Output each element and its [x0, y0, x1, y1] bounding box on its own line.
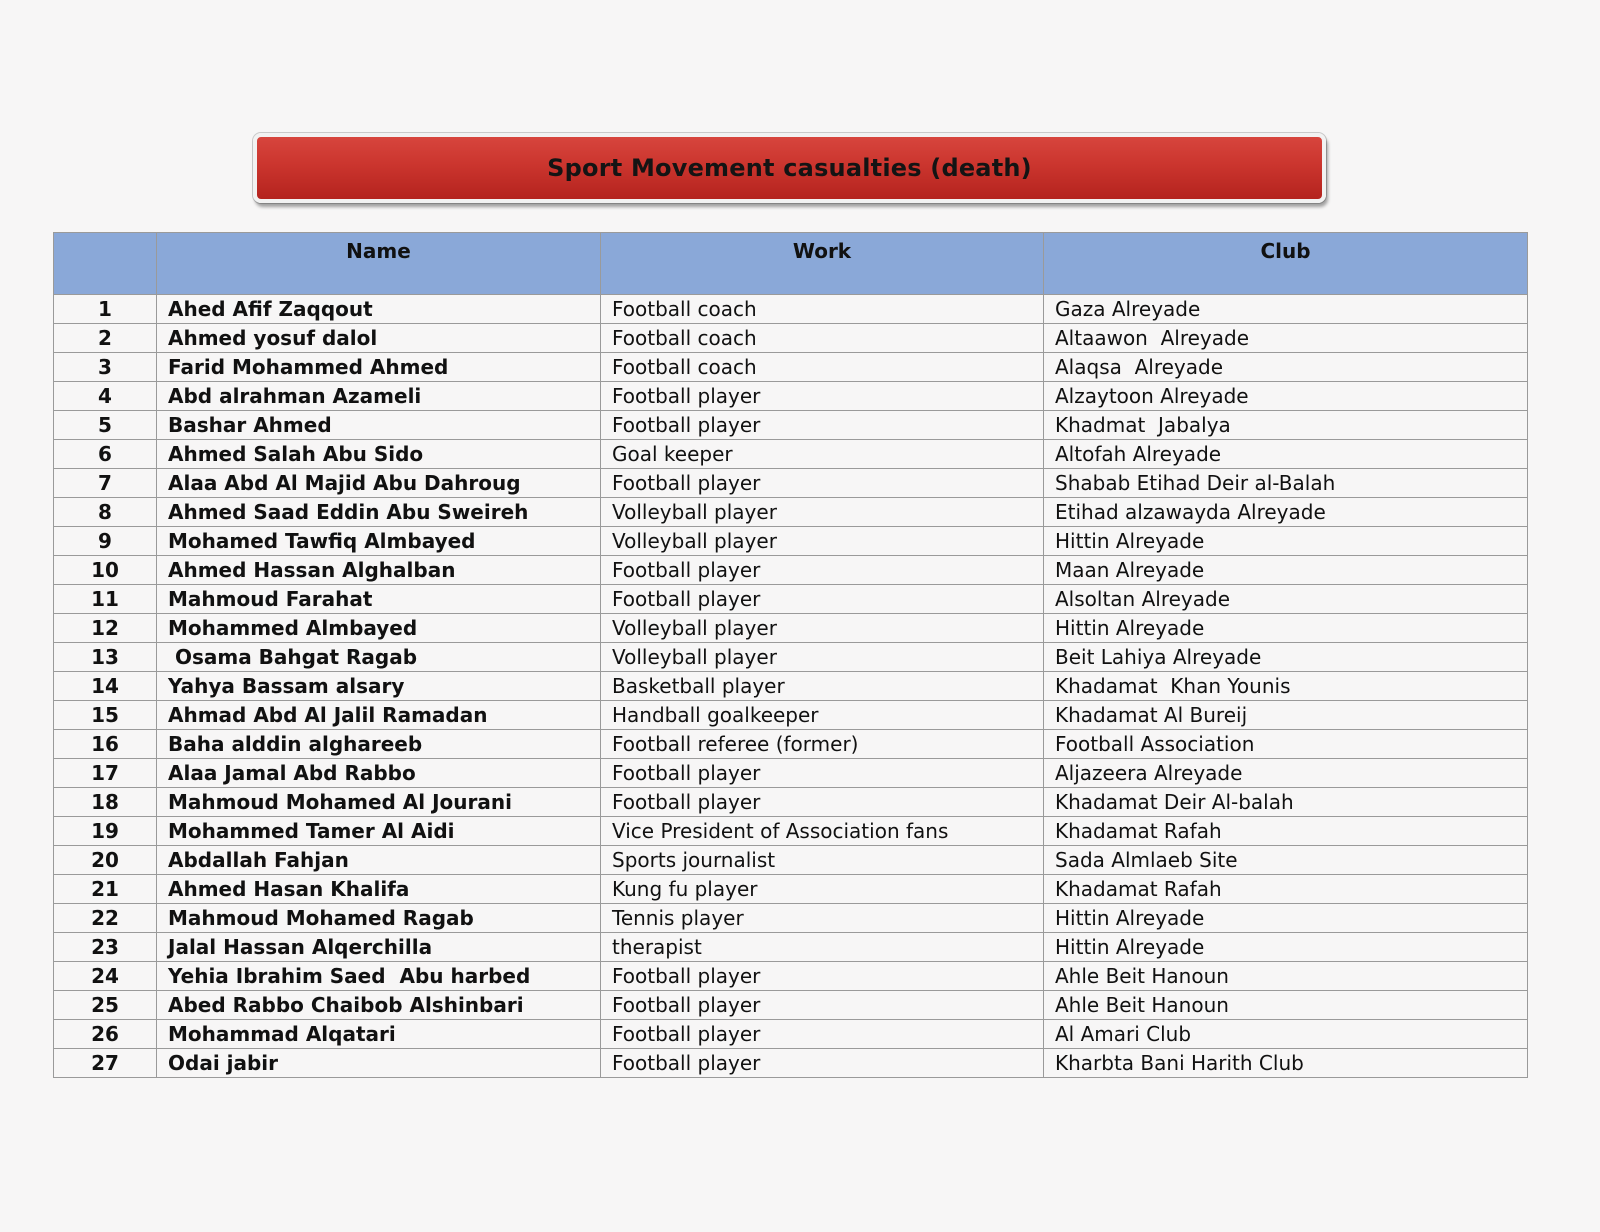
header-work: Work	[601, 233, 1044, 295]
row-work: Football coach	[601, 295, 1044, 324]
header-row	[54, 233, 1528, 295]
row-name: Ahmad Abd Al Jalil Ramadan	[157, 701, 601, 730]
header-number	[54, 233, 157, 295]
table-row	[54, 295, 1528, 324]
row-work: Football coach	[601, 353, 1044, 382]
row-club: Al Amari Club	[1044, 1020, 1528, 1049]
row-work: Football player	[601, 1049, 1044, 1078]
row-club: Beit Lahiya Alreyade	[1044, 643, 1528, 672]
row-number: 13	[54, 643, 157, 672]
row-club: Khadamat Khan Younis	[1044, 672, 1528, 701]
row-club: Khadamat Deir Al-balah	[1044, 788, 1528, 817]
row-name: Alaa Jamal Abd Rabbo	[157, 759, 601, 788]
row-number: 8	[54, 498, 157, 527]
row-work: Football player	[601, 1020, 1044, 1049]
table-row	[54, 672, 1528, 701]
row-club: Hittin Alreyade	[1044, 614, 1528, 643]
row-number: 27	[54, 1049, 157, 1078]
table-row	[54, 643, 1528, 672]
table-row	[54, 875, 1528, 904]
casualties-table	[53, 232, 1528, 1078]
row-work: Football player	[601, 556, 1044, 585]
row-name: Ahmed Salah Abu Sido	[157, 440, 601, 469]
row-number: 3	[54, 353, 157, 382]
row-number: 6	[54, 440, 157, 469]
row-number: 18	[54, 788, 157, 817]
row-name: Mohammed Almbayed	[157, 614, 601, 643]
row-name: Ahmed yosuf dalol	[157, 324, 601, 353]
title-banner	[253, 133, 1326, 203]
row-number: 9	[54, 527, 157, 556]
row-work: Volleyball player	[601, 643, 1044, 672]
table-row	[54, 585, 1528, 614]
row-name: Mohammed Tamer Al Aidi	[157, 817, 601, 846]
table-row	[54, 440, 1528, 469]
row-number: 4	[54, 382, 157, 411]
table-row	[54, 846, 1528, 875]
row-number: 25	[54, 991, 157, 1020]
row-name: Mahmoud Mohamed Al Jourani	[157, 788, 601, 817]
row-number: 10	[54, 556, 157, 585]
table-row	[54, 469, 1528, 498]
row-number: 15	[54, 701, 157, 730]
row-club: Alzaytoon Alreyade	[1044, 382, 1528, 411]
row-work: Volleyball player	[601, 498, 1044, 527]
row-name: Abdallah Fahjan	[157, 846, 601, 875]
row-number: 14	[54, 672, 157, 701]
row-number: 2	[54, 324, 157, 353]
header-club: Club	[1044, 233, 1528, 295]
row-name: Osama Bahgat Ragab	[157, 643, 601, 672]
row-work: Vice President of Association fans	[601, 817, 1044, 846]
table-row	[54, 556, 1528, 585]
row-work: Tennis player	[601, 904, 1044, 933]
row-name: Mahmoud Farahat	[157, 585, 601, 614]
row-work: Football player	[601, 382, 1044, 411]
table-row	[54, 614, 1528, 643]
row-club: Hittin Alreyade	[1044, 904, 1528, 933]
row-work: Handball goalkeeper	[601, 701, 1044, 730]
table-row	[54, 759, 1528, 788]
table-row	[54, 962, 1528, 991]
row-name: Mahmoud Mohamed Ragab	[157, 904, 601, 933]
table-row	[54, 382, 1528, 411]
row-name: Mohamed Tawfiq Almbayed	[157, 527, 601, 556]
row-work: Volleyball player	[601, 527, 1044, 556]
row-club: Football Association	[1044, 730, 1528, 759]
table-row	[54, 904, 1528, 933]
row-club: Khadamat Al Bureij	[1044, 701, 1528, 730]
table-row	[54, 933, 1528, 962]
row-club: Hittin Alreyade	[1044, 933, 1528, 962]
row-number: 7	[54, 469, 157, 498]
row-work: therapist	[601, 933, 1044, 962]
page-title: Sport Movement casualties (death)	[547, 154, 1032, 182]
row-name: Abed Rabbo Chaibob Alshinbari	[157, 991, 601, 1020]
row-club: Altaawon Alreyade	[1044, 324, 1528, 353]
table-row	[54, 991, 1528, 1020]
row-name: Baha alddin alghareeb	[157, 730, 601, 759]
row-club: Khadmat Jabalya	[1044, 411, 1528, 440]
row-club: Ahle Beit Hanoun	[1044, 962, 1528, 991]
row-work: Football coach	[601, 324, 1044, 353]
table-row	[54, 498, 1528, 527]
row-name: Ahmed Saad Eddin Abu Sweireh	[157, 498, 601, 527]
row-work: Volleyball player	[601, 614, 1044, 643]
row-club: Aljazeera Alreyade	[1044, 759, 1528, 788]
table-row	[54, 324, 1528, 353]
table-row	[54, 788, 1528, 817]
row-work: Football player	[601, 991, 1044, 1020]
row-number: 23	[54, 933, 157, 962]
row-work: Goal keeper	[601, 440, 1044, 469]
row-number: 11	[54, 585, 157, 614]
row-club: Altofah Alreyade	[1044, 440, 1528, 469]
row-club: Ahle Beit Hanoun	[1044, 991, 1528, 1020]
row-number: 20	[54, 846, 157, 875]
table-row	[54, 411, 1528, 440]
row-work: Football referee (former)	[601, 730, 1044, 759]
table-header	[54, 233, 1528, 295]
row-work: Football player	[601, 759, 1044, 788]
row-club: Maan Alreyade	[1044, 556, 1528, 585]
row-name: Jalal Hassan Alqerchilla	[157, 933, 601, 962]
header-name: Name	[157, 233, 601, 295]
row-club: Gaza Alreyade	[1044, 295, 1528, 324]
row-name: Mohammad Alqatari	[157, 1020, 601, 1049]
row-number: 12	[54, 614, 157, 643]
row-club: Hittin Alreyade	[1044, 527, 1528, 556]
row-name: Ahmed Hassan Alghalban	[157, 556, 601, 585]
row-number: 17	[54, 759, 157, 788]
row-number: 1	[54, 295, 157, 324]
row-work: Sports journalist	[601, 846, 1044, 875]
table-row	[54, 1049, 1528, 1078]
table-row	[54, 1020, 1528, 1049]
row-name: Ahmed Hasan Khalifa	[157, 875, 601, 904]
row-name: Odai jabir	[157, 1049, 601, 1078]
row-work: Football player	[601, 469, 1044, 498]
row-name: Abd alrahman Azameli	[157, 382, 601, 411]
row-name: Ahed Afif Zaqqout	[157, 295, 601, 324]
table-row	[54, 817, 1528, 846]
row-work: Football player	[601, 962, 1044, 991]
row-club: Kharbta Bani Harith Club	[1044, 1049, 1528, 1078]
row-work: Basketball player	[601, 672, 1044, 701]
table-row	[54, 353, 1528, 382]
row-club: Sada Almlaeb Site	[1044, 846, 1528, 875]
row-club: Etihad alzawayda Alreyade	[1044, 498, 1528, 527]
row-name: Alaa Abd Al Majid Abu Dahroug	[157, 469, 601, 498]
row-work: Football player	[601, 585, 1044, 614]
row-number: 21	[54, 875, 157, 904]
row-work: Football player	[601, 411, 1044, 440]
row-name: Bashar Ahmed	[157, 411, 601, 440]
row-number: 5	[54, 411, 157, 440]
table-body	[54, 295, 1528, 1078]
row-club: Alaqsa Alreyade	[1044, 353, 1528, 382]
row-number: 16	[54, 730, 157, 759]
row-work: Kung fu player	[601, 875, 1044, 904]
row-name: Farid Mohammed Ahmed	[157, 353, 601, 382]
table-row	[54, 527, 1528, 556]
row-club: Khadamat Rafah	[1044, 875, 1528, 904]
row-name: Yahya Bassam alsary	[157, 672, 601, 701]
row-club: Khadamat Rafah	[1044, 817, 1528, 846]
row-number: 26	[54, 1020, 157, 1049]
row-number: 24	[54, 962, 157, 991]
row-number: 19	[54, 817, 157, 846]
table-row	[54, 701, 1528, 730]
row-club: Alsoltan Alreyade	[1044, 585, 1528, 614]
row-work: Football player	[601, 788, 1044, 817]
row-club: Shabab Etihad Deir al-Balah	[1044, 469, 1528, 498]
row-name: Yehia Ibrahim Saed Abu harbed	[157, 962, 601, 991]
table-row	[54, 730, 1528, 759]
row-number: 22	[54, 904, 157, 933]
